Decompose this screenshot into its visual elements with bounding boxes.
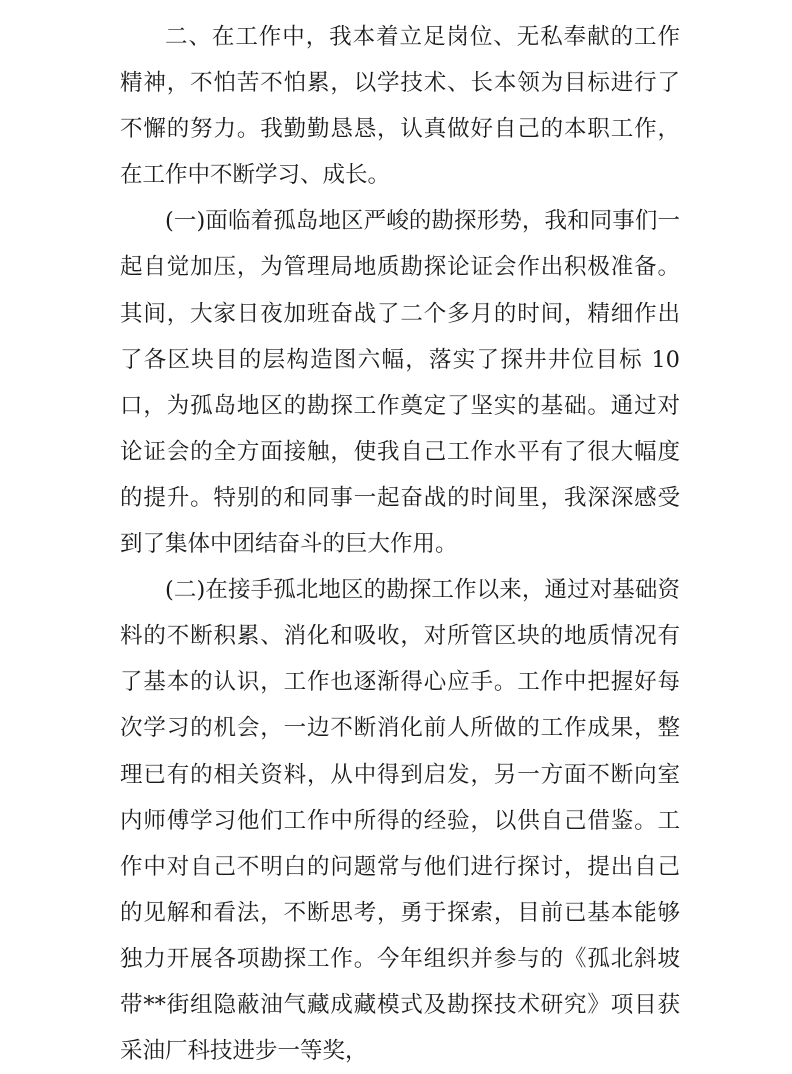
paragraph-gubei-exploration: (二)在接手孤北地区的勘探工作以来，通过对基础资料的不断积累、消化和吸收，对所管区块的地质情况有了基本的认识，工作也逐渐得心应手。工作中把握好每次学习的机会，一边不断消化前人所做的工作成果，整理已有的相关资料，从中得到启发，另一方面不断向室内师傅学习他们工作中所得的经验，以供自己借鉴。工作中对自己不明白的问题常与他们进行探讨，提出自己的见解和看法，不断思考，勇于探索，目前已基本能够独力开展各项勘探工作。今年组织并参与的《孤北斜坡带**街组隐蔽油气藏成藏模式及勘探技术研究》项目获采油厂科技进步一等奖，	[120, 577, 680, 1065]
document-body	[120, 14, 680, 1074]
paragraph-gudao-exploration: (一)面临着孤岛地区严峻的勘探形势，我和同事们一起自觉加压，为管理局地质勘探论证会作出积极准备。其间，大家日夜加班奋战了二个多月的时间，精细作出了各区块目的层构造图六幅，落实了探井井位目标 10 口，为孤岛地区的勘探工作奠定了坚实的基础。通过对论证会的全方面接触，使我自己工作水平有了很大幅度的提升。特别的和同事一起奋战的时间里，我深深感受到了集体中团结奋斗的巨大作用。	[120, 208, 680, 558]
paragraph-work-spirit: 二、在工作中，我本着立足岗位、无私奉献的工作精神，不怕苦不怕累，以学技术、长本领为目标进行了不懈的努力。我勤勤恳恳，认真做好自己的本职工作，在工作中不断学习、成长。	[120, 24, 680, 189]
